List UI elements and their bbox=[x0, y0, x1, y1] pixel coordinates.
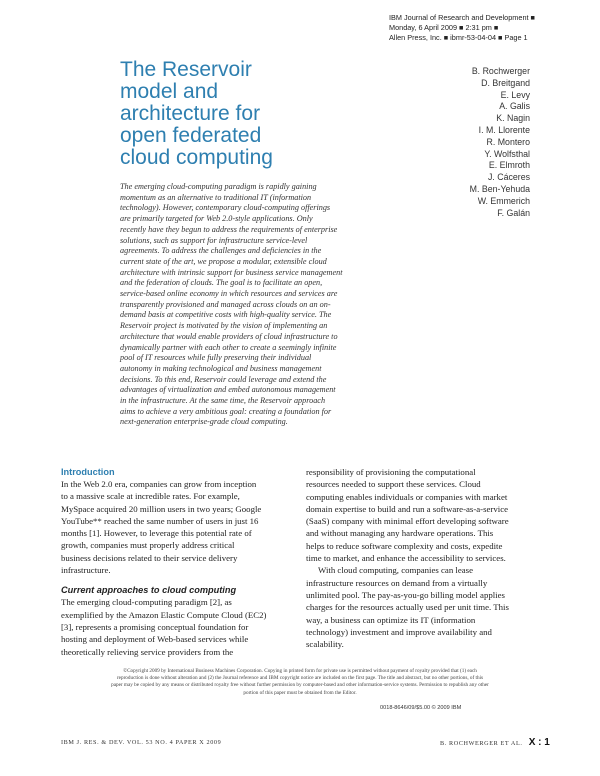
author: W. Emmerich bbox=[477, 195, 530, 206]
abstract-line: The emerging cloud-computing paradigm is rapidly gaining bbox=[120, 182, 317, 191]
abstract-line: in the infrastructure. At the same time, the Reservoir approach bbox=[120, 396, 326, 406]
copyright-line: portion of this paper must be obtained from the Editor. bbox=[243, 689, 357, 696]
abstract-line: current state of the art, we propose a modular, extensible cloud bbox=[120, 256, 327, 266]
introduction-heading: Introduction bbox=[61, 467, 115, 477]
author: F. Galán bbox=[497, 207, 530, 218]
body-line: scalability. bbox=[306, 639, 344, 650]
title-line: model and bbox=[120, 80, 219, 103]
body-line: growth, companies must properly address critical bbox=[61, 540, 235, 551]
author-list bbox=[430, 66, 530, 219]
body-line: domain expertise to build and run a software-as-a-service bbox=[306, 503, 509, 514]
left-column bbox=[61, 466, 297, 658]
footer-journal-info: IBM J. RES. & DEV. VOL. 53 NO. 4 PAPER X 2009 bbox=[61, 739, 222, 746]
title-line: open federated bbox=[120, 124, 262, 147]
abstract-line: dynamically partner with each other to create a seemingly infinite bbox=[120, 342, 337, 352]
body-line: hosting and deployment of Web-based services while bbox=[61, 634, 249, 645]
abstract-line: autonomy in making technological and business management bbox=[120, 363, 322, 373]
copyright-line: paper may be copied by any means or distributed royalty free without further permission by computer-based and other information-service systems. Permission to republish any other bbox=[111, 682, 489, 689]
copyright-notice bbox=[61, 668, 539, 697]
author: A. Galis bbox=[499, 101, 530, 112]
abstract-line: transparently provisioned and managed across clouds on an on- bbox=[120, 299, 331, 309]
body-line: infrastructure. bbox=[61, 565, 111, 576]
body-line: business decisions related to their service delivery bbox=[61, 552, 238, 563]
body-line: theoretically relieving service providers from the bbox=[61, 646, 234, 657]
current-approaches-heading: Current approaches to cloud computing bbox=[61, 585, 237, 596]
paper-title bbox=[120, 59, 370, 169]
abstract-line: recently have they begun to address the requirements of enterprise bbox=[120, 224, 338, 234]
body-line: way, a business can optimize its IT (information bbox=[306, 614, 476, 625]
copyright-line: reproduction is done without alteration and (2) the Journal reference and IBM copyright notice are included on the first page. The title and abstract, but no other portions, of this bbox=[116, 675, 484, 682]
footer-author: B. ROCHWERGER ET AL. bbox=[440, 740, 523, 747]
right-column bbox=[306, 466, 542, 650]
title-line: cloud computing bbox=[120, 146, 273, 169]
body-line: infrastructure resources on demand from a virtually bbox=[306, 577, 488, 588]
body-line: MySpace acquired 20 million users in two years; Google bbox=[61, 503, 262, 514]
body-line: (SaaS) company with minimal effort developing software bbox=[306, 516, 509, 527]
author: E. Levy bbox=[500, 89, 530, 100]
body-line: months [1]. However, to leverage this potential rate of bbox=[61, 528, 252, 539]
page-number: X : 1 bbox=[528, 737, 550, 748]
author: R. Montero bbox=[486, 136, 530, 147]
abstract-line: Reservoir project is motivated by the vision of implementing an bbox=[120, 321, 328, 331]
abstract-line: demand basis at competitive costs with high-quality service. The bbox=[120, 310, 332, 320]
publisher-info: Allen Press, Inc. ■ ibmr-53-04-04 ■ Page 1 bbox=[389, 33, 528, 42]
abstract-line: service-based online economy in which resources and services are bbox=[120, 289, 338, 299]
author: J. Cáceres bbox=[487, 172, 530, 183]
journal-header bbox=[389, 13, 594, 43]
author: Y. Wolfsthal bbox=[484, 148, 530, 159]
author: K. Nagin bbox=[496, 113, 530, 124]
footer-author-page bbox=[440, 737, 550, 748]
abstract-line: agreements. To address the challenges and deficiencies in the bbox=[120, 246, 322, 256]
abstract-line: advantages of virtualization and embed autonomous management bbox=[120, 385, 336, 395]
body-line: resources needed to support these services. Cloud bbox=[306, 479, 481, 490]
body-line: time to market, and enhance the accessibility to services. bbox=[306, 553, 506, 564]
author: B. Rochwerger bbox=[471, 66, 530, 76]
abstract-line: next-generation enterprise-grade cloud computing. bbox=[120, 417, 288, 427]
body-line: In the Web 2.0 era, companies can grow from inception bbox=[61, 479, 257, 489]
body-line: exemplified by the Amazon Elastic Compute Cloud (EC2) bbox=[61, 609, 267, 620]
author: I. M. Llorente bbox=[478, 124, 530, 135]
copyright-line: ©Copyright 2009 by International Business Machines Corporation. Copying in printed form for private use is permitted without payment of royalty provided that (1) each bbox=[123, 668, 477, 674]
abstract-line: are primarily targeted for Web 2.0-style applications. Only bbox=[120, 214, 313, 224]
body-line: computing enables individuals or companies with market bbox=[306, 491, 508, 502]
author: M. Ben-Yehuda bbox=[469, 183, 530, 194]
title-line: The Reservoir bbox=[120, 58, 252, 81]
title-line: architecture for bbox=[120, 102, 261, 125]
body-line: technology) investment and improve availability and bbox=[306, 626, 492, 637]
body-line: With cloud computing, companies can lease bbox=[318, 565, 474, 576]
journal-name: IBM Journal of Research and Development ■ bbox=[389, 13, 535, 22]
author: D. Breitgand bbox=[481, 77, 530, 88]
body-line: [3], represents a promising conceptual foundation for bbox=[61, 621, 249, 632]
abstract-line: momentum as an alternative to traditional IT (information bbox=[120, 192, 312, 202]
issn-line: 0018-8646/09/$5.00 © 2009 IBM bbox=[380, 705, 462, 711]
abstract-line: architecture that would enable providers of cloud infrastructure to bbox=[120, 331, 338, 341]
body-line: charges for the resources actually used per unit time. This bbox=[306, 602, 509, 613]
body-line: to a massive scale at incredible rates. For example, bbox=[61, 491, 240, 502]
body-line: and without managing any hardware operations. This bbox=[306, 528, 494, 539]
body-line: The emerging cloud-computing paradigm [2], as bbox=[61, 597, 232, 608]
body-line: helps to reduce software complexity and costs, expedite bbox=[306, 540, 503, 551]
author: E. Elmroth bbox=[488, 160, 530, 171]
abstract-line: aims to achieve a very ambitious goal: creating a foundation for bbox=[120, 406, 332, 416]
body-line: YouTube** reached the same number of users in just 16 bbox=[61, 515, 259, 526]
abstract-line: solutions, such as support for infrastructure service-level bbox=[120, 235, 308, 245]
body-line: unlimited pool. The pay-as-you-go billing model applies bbox=[306, 589, 505, 600]
print-date: Monday, 6 April 2009 ■ 2:31 pm ■ bbox=[389, 23, 499, 32]
abstract-line: technology). However, contemporary cloud-computing offerings bbox=[120, 203, 331, 213]
abstract-line: decisions. To this end, Reservoir could leverage and extend the bbox=[120, 374, 327, 384]
abstract-line: architecture with intrinsic support for business service management bbox=[120, 267, 343, 277]
abstract-line: pool of IT resources while fully preserving their individual bbox=[120, 353, 312, 363]
body-line: responsibility of provisioning the computational bbox=[306, 467, 476, 477]
abstract-line: and the federation of clouds. The goal is to facilitate an open, bbox=[120, 278, 323, 288]
abstract bbox=[120, 182, 392, 428]
